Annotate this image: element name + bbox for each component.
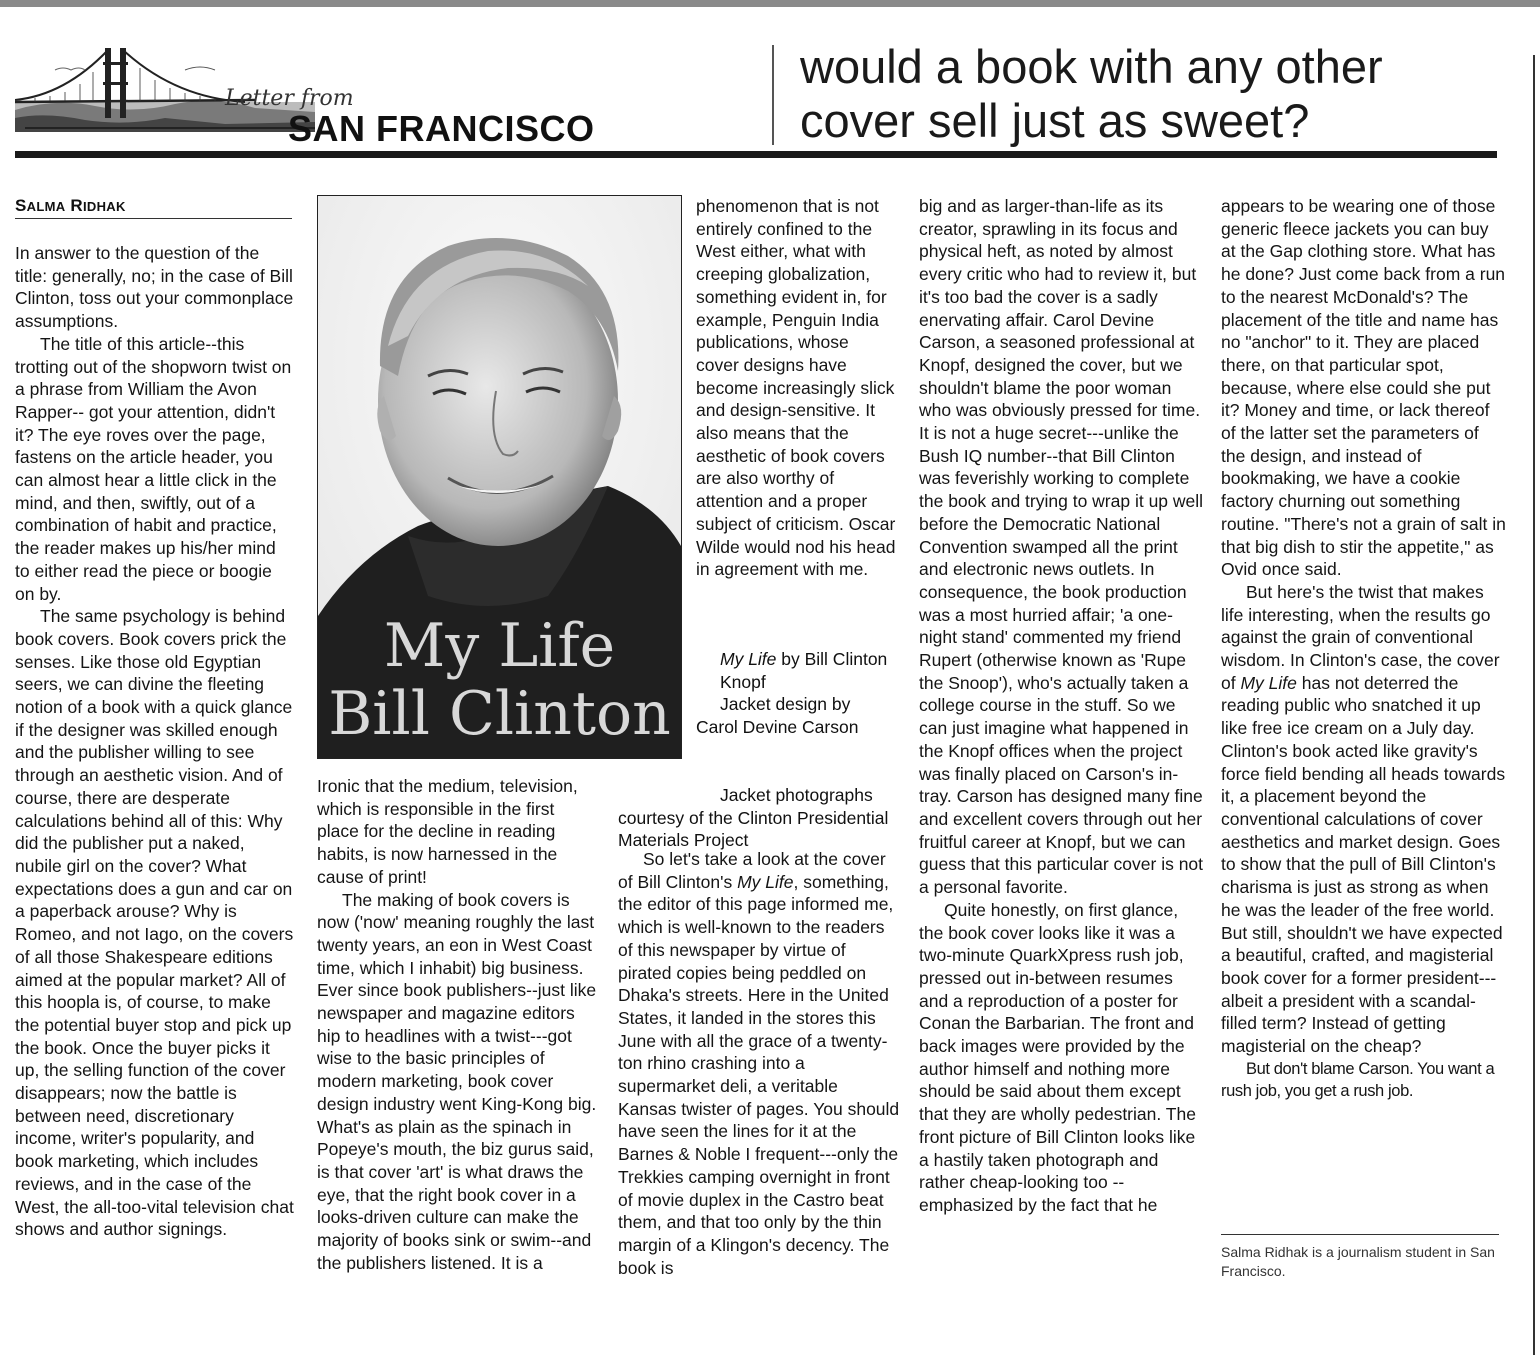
byline-first-rest: ALMA xyxy=(26,199,66,214)
book-title: My Life xyxy=(737,871,794,892)
credit-title: My Life xyxy=(720,649,777,669)
credit-title-line xyxy=(696,648,896,671)
paragraph: The title of this article--this trotting out of the shopworn twist on a phrase from William the Avon Rapper-- got your attention, didn't it? The eye roves over the page, fastens on the article header, you can almost hear a little click in the mind, and then, swiftly, out of a combination of habit and practice, the reader makes up his/her mind to either read the piece or boogie on by. xyxy=(15,333,292,604)
paragraph: But don't blame Carson. You want a rush job, you get a rush job. xyxy=(1221,1059,1495,1101)
right-edge-rule xyxy=(1533,55,1535,1355)
column-2 xyxy=(317,775,597,1274)
paragraph: Ironic that the medium, television, which is responsible in the first place for the decline in reading habits, is now harnessed in the cause of print! xyxy=(317,776,578,887)
paragraph: In answer to the question of the title: generally, no; in the case of Bill Clinton, toss out your commonplace assumptions. xyxy=(15,243,294,332)
book-title: My Life xyxy=(1240,672,1297,693)
paragraph: big and as larger-than-life as its creator, sprawling in its focus and physical heft, as noted by almost every critic who had to review it, but it's too bad the cover is a sadly enervating affair. Carol Devine Carson, a seasoned professional at Knopf, designed the cover, but we shouldn't blame the poor woman who was obviously pressed for time. It is not a huge secret---unlike the Bush IQ number--that Bill Clinton was feverishly working to complete the book and trying to wrap it up well before the Democratic National Convention swamped all the print and electronic news outlets. In consequence, the book production was a most hurried affair; 'a one-night stand' commented my friend Rupert (otherwise known as 'Rupe the Snoop'), who's actually taken a college course in the stuff. So we can just imagine what happened in the Knopf offices when the project was finally placed on Carson's in-tray. Carson has designed many fine and excellent covers through out her fruitful career at Knopf, but we can guess that this particular cover is not a personal favorite. xyxy=(919,196,1204,898)
cover-author: Bill Clinton xyxy=(328,679,671,749)
book-cover-photo xyxy=(317,195,682,759)
text: So let's take a look at the cover of Bill Clinton's xyxy=(618,849,886,892)
byline-initial-first: S xyxy=(15,196,27,215)
credit-by: by Bill Clinton xyxy=(776,649,888,669)
headline xyxy=(800,40,1500,148)
byline xyxy=(15,196,126,216)
letter-from-script: Letter from xyxy=(225,86,354,111)
column-3-top xyxy=(696,195,896,581)
book-credits xyxy=(696,648,896,739)
byline-rule xyxy=(15,218,292,219)
column-1 xyxy=(15,242,295,1241)
text: has not deterred the reading public who snatched it up like free ice cream on a July day. Clinton's book acted like gravity's force field bending all heads towards it, a placement beyond the conventional calculations of cover aesthetics and market design. Goes to show that the pull of Bill Clinton's charisma is just as strong as when he was the leader of the free world. But still, shouldn't we have expected a beautiful, crafted, and magisterial book cover for a former president---albeit a president with a scandal-filled term? Instead of getting magisterial on the cheap? xyxy=(1221,672,1506,1057)
city-title: SAN FRANCISCO xyxy=(288,108,595,149)
byline-last-rest: IDHAK xyxy=(83,199,126,214)
author-note-rule xyxy=(1221,1234,1499,1235)
paragraph: The making of book covers is now ('now' meaning roughly the last twenty years, an eon in West Coast time, which I inhabit) big business. Ever since book publishers--just like newspaper and magazine editors hip to headlines with a twist---got wise to the basic principles of modern marketing, book cover design industry went King-Kong big. What's as plain as the spinach in Popeye's mouth, the biz gurus said, is that cover 'art' is what draws the eye, that the right book cover in a looks-driven culture can make the majority of books sink or swim--and the publishers listened. It is a xyxy=(317,889,597,1273)
top-border xyxy=(0,0,1540,7)
masthead-rule xyxy=(15,151,1497,158)
credit-photographs xyxy=(618,784,898,852)
byline-initial-last: R xyxy=(70,196,83,215)
paragraph: phenomenon that is not entirely confined to the West either, what with creeping globalization, something evident in, for example, Penguin India publications, whose cover designs have become increasingly slick and design-sensitive. It also means that the aesthetic of book covers are also worthy of attention and a proper subject of criticism. Oscar Wilde would nod his head in agreement with me. xyxy=(696,196,896,580)
credit-photos-text: Jacket photographs courtesy of the Clinton Presidential Materials Project xyxy=(618,785,889,851)
headline-line-2: cover sell just as sweet? xyxy=(800,94,1310,147)
paragraph xyxy=(618,848,900,1279)
headline-line-1: would a book with any other xyxy=(800,40,1383,93)
column-4 xyxy=(919,195,1204,1217)
paragraph: The same psychology is behind book covers. Book covers prick the senses. Like those old Egyptian seers, we can divine the fleeting notion of a book with a quick glance if the designer was skilled enough and the publisher willing to see through an aesthetic vision. And of course, there are desperate calculations behind all of this: Why did the publisher put a naked, nubile girl on the cover? What expectations does a gun and car on a paperback arouse? Why is Romeo, and not Iago, on the covers of all those Shakespeare editions aimed at the popular market? All of this hoopla is, of course, to make the potential buyer stop and pick up the book. Once the buyer picks it up, the selling function of the cover disappears; now the battle is between need, discretionary income, writer's popularity, and book marketing, which includes reviews, and in the case of the West, the all-too-vital television chat shows and author signings. xyxy=(15,606,294,1240)
column-5 xyxy=(1221,195,1506,1103)
masthead-divider xyxy=(772,45,774,145)
text: , something, the editor of this page informed me, which is well-known to the readers of this newspaper by virtue of pirated copies being peddled on Dhaka's streets. Here in the United States, it landed in the stores this June with all the grace of a twenty-ton rhino crashing into a supermarket deli, a veritable Kansas twister of pages. You should have seen the lines for it at the Barnes & Noble I frequent---only the Trekkies camping overnight in front of movie duplex in the Castro beat them, and that too only by the thin margin of a Klingon's decency. The book is xyxy=(618,871,900,1278)
text: But here's the twist that makes life interesting, when the results go against the grain of conventional wisdom. In Clinton's case, the cover of xyxy=(1221,581,1500,693)
credit-jacket-design: Jacket design by Carol Devine Carson xyxy=(696,694,859,738)
column-3-bottom xyxy=(618,848,900,1279)
author-note: Salma Ridhak is a journalism student in San Francisco. xyxy=(1221,1244,1495,1279)
paragraph: Quite honestly, on first glance, the book cover looks like it was a two-minute QuarkXpress rush job, pressed out in-between resumes and a reproduction of a poster for Conan the Barbarian. The front and back images were provided by the author himself and nothing more should be said about them except that they are wholly pedestrian. The front picture of Bill Clinton looks like a hastily taken photograph and rather cheap-looking too --emphasized by the fact that he xyxy=(919,899,1196,1215)
paragraph xyxy=(1221,581,1506,1058)
paragraph: appears to be wearing one of those generic fleece jackets you can buy at the Gap clothing store. What has he done? Just come back from a run to the nearest McDonald's? The placement of the title and name has no "anchor" to it. They are placed there, on that particular spot, because, where else could she put it? Money and time, or lack thereof of the latter set the parameters of the design, and instead of bookmaking, we have a cookie factory churning out something routine. "There's not a grain of salt in that big dish to stir the appetite," as Ovid once said. xyxy=(1221,196,1506,580)
cover-title: My Life xyxy=(383,611,616,681)
credit-publisher: Knopf xyxy=(720,671,766,692)
